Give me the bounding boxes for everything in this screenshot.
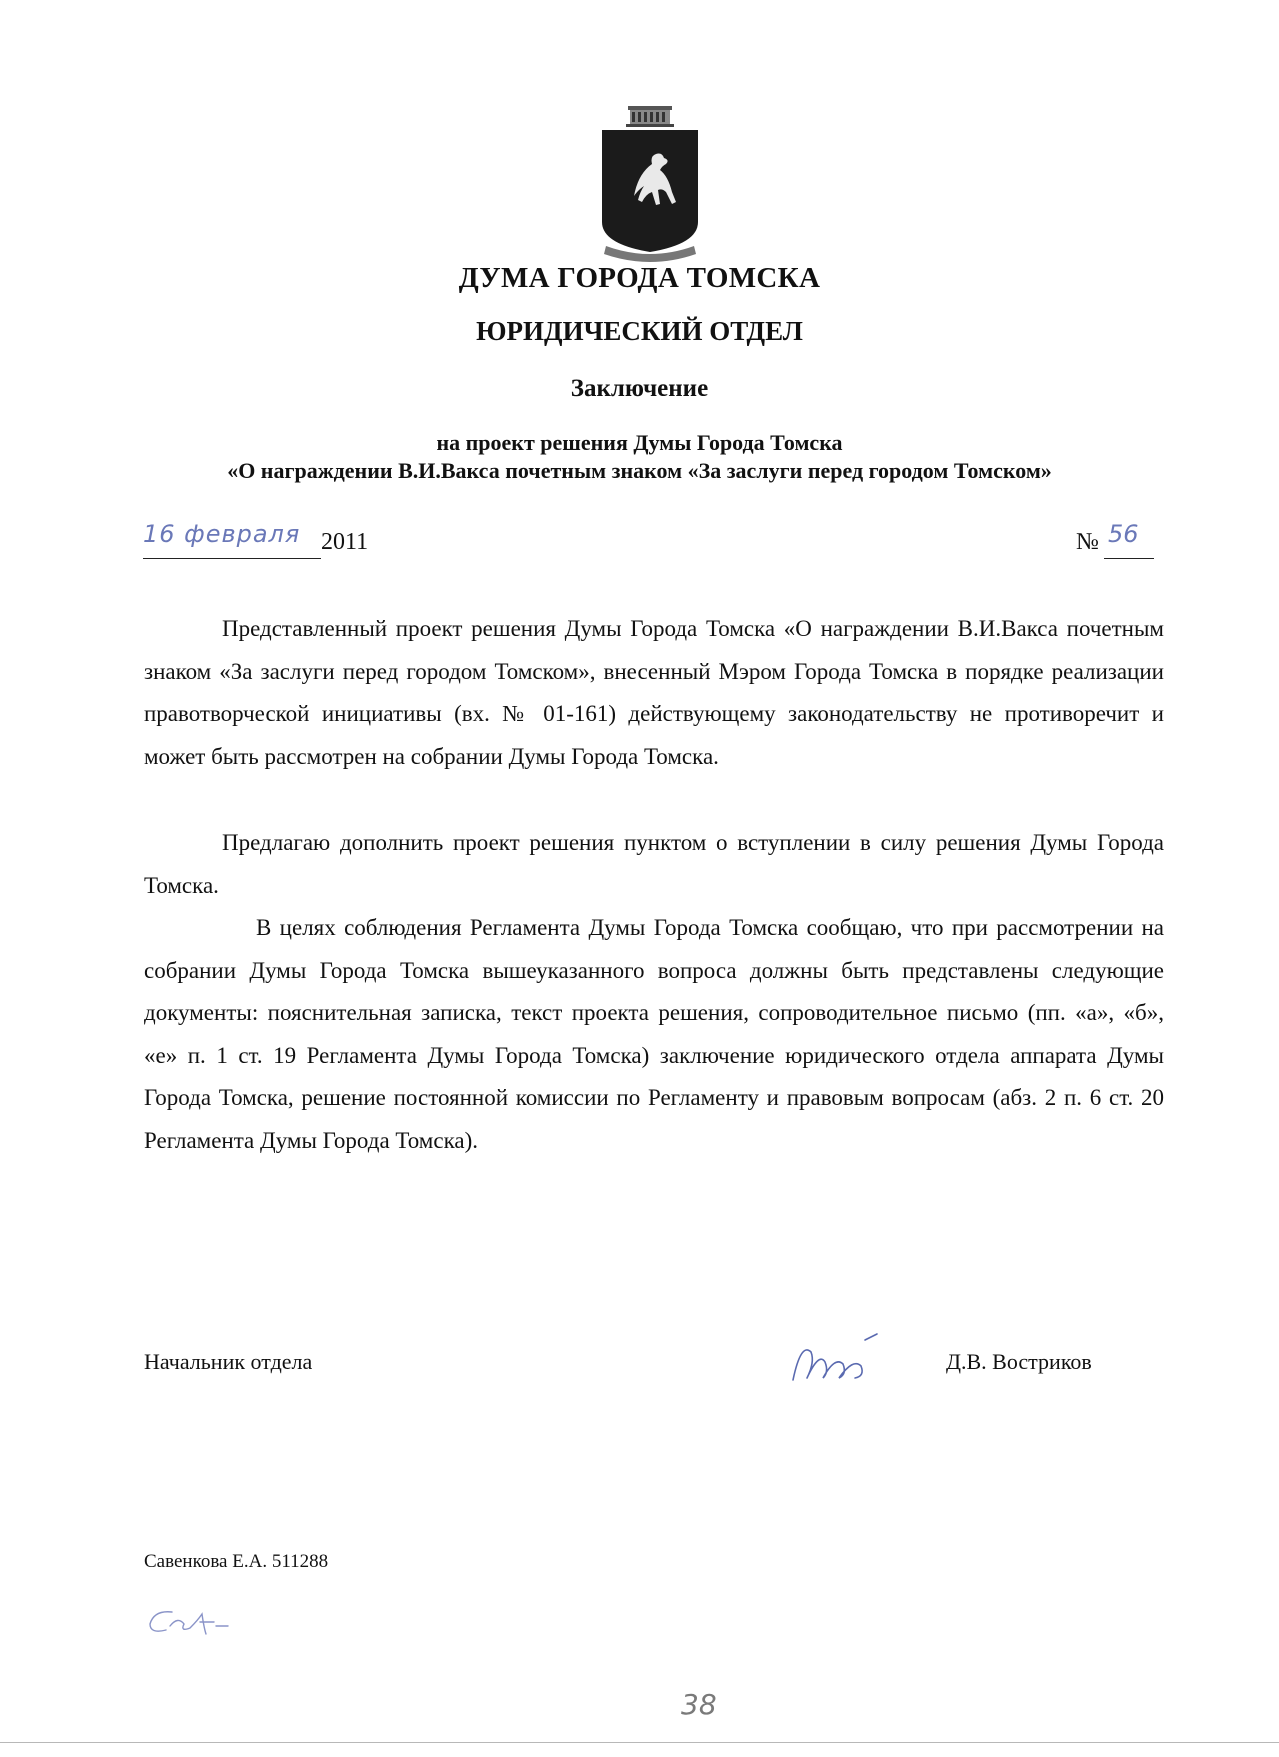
number-label: № [1076, 529, 1099, 555]
executor-initials-signature [144, 1600, 254, 1640]
paragraph-3: В целях соблюдения Регламента Думы Города Томска сообщаю, что при рассмотрении на собрании Думы Города Томска вышеуказанного вопроса должны быть представлены следующие документы: пояснительная записка, текст проекта решения, сопроводительное письмо (пп. «а», «б», «е» п. 1 ст. 19 Регламента Думы Города Томска) заключение юридического отдела аппарата Думы Города Томска, решение постоянной комиссии по Регламенту и правовым вопросам (абз. 2 п. 6 ст. 20 Регламента Думы Города Томска). [144, 915, 1164, 1153]
page-number: 38 [681, 1688, 717, 1721]
signer-title: Начальник отдела [144, 1349, 313, 1374]
signer-name: Д.В. Востриков [946, 1349, 1092, 1374]
subject-line-2: «О награждении В.И.Вакса почетным знаком «За заслуги перед городом Томском» [227, 458, 1052, 483]
paragraph-2: Предлагаю дополнить проект решения пунктом о вступлении в силу решения Думы Города Томска. [144, 830, 1164, 898]
scan-edge-divider [0, 1742, 1279, 1743]
document-type: Заключение [570, 375, 709, 402]
organization-title: ДУМА ГОРОДА ТОМСКА [458, 262, 821, 294]
tomsk-coat-of-arms-icon [600, 104, 700, 264]
date-year: 2011 [321, 529, 369, 555]
paragraph-1: Представленный проект решения Думы Города Томска «О награждении В.И.Вакса почетным знаком «За заслуги перед городом Томском», внесенный Мэром Города Томска в порядке реализации правотворческой инициативы (вх. № 01-161) действующему законодательству не противоречит и может быть рассмотрен на собрании Думы Города Томска. [144, 616, 1164, 769]
subject-line-1: на проект решения Думы Города Томска [436, 430, 843, 455]
executor-contact: Савенкова Е.А. 511288 [144, 1551, 329, 1572]
date-handwritten: 16 февраля [143, 520, 301, 548]
number-handwritten: 56 [1108, 520, 1139, 548]
department-title: ЮРИДИЧЕСКИЙ ОТДЕЛ [476, 316, 803, 346]
handwritten-signature [785, 1332, 895, 1390]
